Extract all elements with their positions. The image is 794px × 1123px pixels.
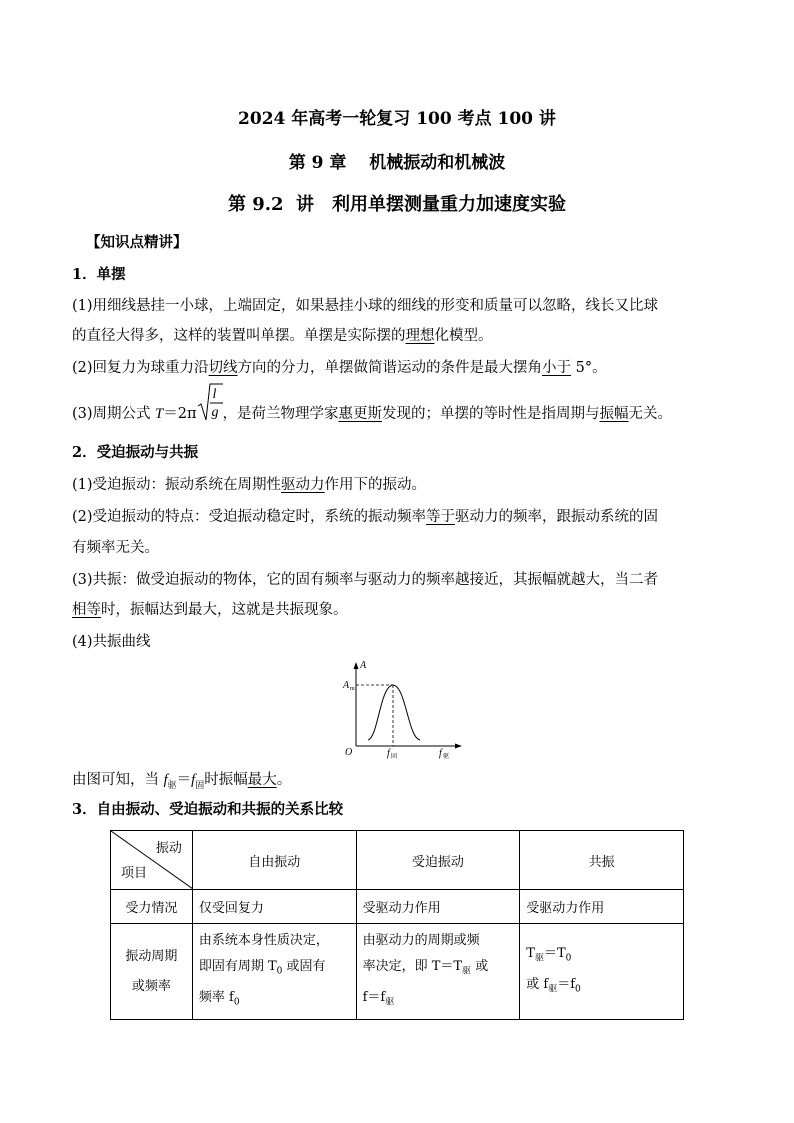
header-free: 自由振动 — [192, 831, 356, 890]
origin-label: O — [345, 747, 353, 758]
conc-eq: ＝ — [176, 772, 192, 788]
row2-label-b: 或频率 — [131, 978, 171, 994]
r2c2-c-text: f＝f — [362, 989, 386, 1005]
r2c3-b-sub: 驱 — [548, 984, 558, 995]
s1-p3-post: 无关。 — [628, 406, 672, 422]
s1-p1b-pre: 的直径大得多，这样的装置叫单摆。单摆是实际摆的 — [72, 328, 406, 344]
s2-p2a-post: 驱动力的频率，跟振动系统的固 — [455, 509, 659, 525]
term-less-than: 小于 — [542, 360, 572, 376]
r2c2-a: 由驱动力的周期或频 — [362, 933, 480, 948]
formula-g: g — [211, 405, 219, 420]
conc-post: 。 — [276, 772, 292, 788]
r2c3-a-sub: 驱 — [534, 953, 544, 964]
r2c1-c-sub: 0 — [233, 997, 240, 1008]
row2-resonance — [520, 924, 684, 1020]
row2-label — [111, 924, 193, 1020]
r2c3-b — [526, 972, 677, 1003]
s1-p2-mid: 方向的分力，单摆做简谐运动的条件是最大摆角 — [237, 360, 543, 376]
row1-resonance: 受驱动力作用 — [520, 890, 684, 924]
s1-p2-pre: (2)回复力为球重力沿 — [72, 360, 209, 376]
s2-p2a — [72, 507, 732, 527]
s2-p1 — [72, 475, 732, 495]
s2-p2b: 有频率无关。 — [72, 540, 159, 556]
s1-p3 — [72, 387, 732, 432]
table-header-row — [111, 831, 684, 890]
s1-p1a: (1)用细线悬挂一小球，上端固定，如果悬挂小球的细线的形变和质量可以忽略，线长又比球 — [72, 298, 659, 314]
y-arrow-icon — [354, 662, 359, 669]
conc-pre: 由图可知，当 — [72, 772, 164, 788]
r2c1-c-text: 频率 f — [198, 989, 234, 1005]
y-axis-label: A — [360, 660, 367, 671]
row1-forced: 受驱动力作用 — [356, 890, 520, 924]
term-driving-force: 驱动力 — [281, 477, 325, 493]
term-tangent: 切线 — [208, 360, 238, 376]
corner-top: 振动 — [155, 841, 182, 856]
r2c2-c — [363, 985, 514, 1016]
amax-label: A — [343, 680, 350, 691]
r2c3-a — [526, 941, 677, 972]
r2c2-c-sub: 驱 — [385, 997, 395, 1008]
formula-T: T — [155, 406, 164, 422]
r2c2-b — [363, 954, 514, 985]
header-forced: 受迫振动 — [356, 831, 520, 890]
conc-sub1: 驱 — [167, 780, 177, 791]
comparison-table — [110, 830, 684, 1020]
r2c2-b-sub: 驱 — [462, 966, 472, 977]
r2c3-b-text: 或 f — [526, 976, 549, 992]
term-max: 最大 — [247, 772, 277, 788]
term-amplitude: 振幅 — [599, 406, 629, 422]
r2c1-a: 由系统本身性质决定， — [198, 933, 329, 948]
sqrt-icon — [197, 382, 223, 422]
row2-label-a: 振动周期 — [125, 948, 178, 964]
amax-sub: m — [350, 686, 355, 692]
section-tag: 【知识点精讲】 — [86, 234, 188, 251]
formula-2pi: ＝2π — [163, 406, 197, 422]
table-row — [111, 924, 684, 1020]
s2-p3b-post: 时，振幅达到最大，这就是共振现象。 — [101, 602, 348, 618]
resonance-curve — [368, 685, 420, 740]
conc-sub2: 固 — [195, 780, 205, 791]
row1-free: 仅受回复力 — [192, 890, 356, 924]
f0-sub: 固 — [391, 754, 398, 760]
s1-p1b-post: 化模型。 — [434, 328, 493, 344]
s2-p4: (4)共振曲线 — [72, 634, 151, 650]
lecture-title: 第 9.2 讲 利用单摆测量重力加速度实验 — [227, 194, 567, 215]
r2c3-a-sub2: 0 — [565, 953, 572, 964]
formula-l: l — [212, 387, 217, 402]
s2-title: 2．受迫振动与共振 — [72, 444, 199, 461]
x-arrow-icon — [455, 744, 462, 749]
doc-title: 2024 年高考一轮复习 100 考点 100 讲 — [238, 109, 556, 129]
s2-p1-post: 作用下的振动。 — [324, 477, 427, 493]
r2c3-a-post: ＝T — [543, 946, 566, 961]
s2-p3a: (3)共振：做受迫振动的物体，它的固有频率与驱动力的频率越接近，其振幅就越大，当二者 — [72, 572, 659, 588]
s1-p1b — [72, 326, 732, 346]
s1-p3-mid: ，是荷兰物理学家 — [222, 406, 339, 422]
corner-bottom: 项目 — [121, 866, 148, 881]
f0-label: f — [387, 748, 390, 759]
s2-p2a-pre: (2)受迫振动的特点：受迫振动稳定时，系统的振动频率 — [72, 509, 427, 525]
r2c1-b-sub: 0 — [276, 966, 283, 977]
s2-p3b — [72, 600, 732, 620]
r2c3-b-post: ＝f — [557, 976, 576, 992]
s2-p1-pre: (1)受迫振动：振动系统在周期性 — [72, 477, 282, 493]
r2c3-b-sub2: 0 — [575, 984, 581, 995]
r2c1-b-text: 即固有周期 T — [198, 959, 277, 974]
row1-label: 受力情况 — [111, 890, 193, 924]
term-huygens: 惠更斯 — [338, 406, 382, 422]
corner-cell — [111, 831, 193, 890]
s3-title: 3．自由振动、受迫振动和共振的关系比较 — [72, 801, 344, 818]
conc-f2: f — [191, 772, 196, 788]
resonance-curve-graph — [338, 660, 478, 760]
term-same: 相等 — [72, 602, 101, 618]
s1-p3-mid2: 发现的；单摆的等时性是指周期与 — [382, 406, 600, 422]
conc-f1: f — [163, 772, 168, 788]
header-resonance: 共振 — [520, 831, 684, 890]
sqrt-formula — [197, 388, 223, 424]
r2c1-b-post: 或固有 — [282, 959, 326, 974]
graph-conclusion — [72, 770, 732, 796]
chapter-title: 第 9 章 机械振动和机械波 — [288, 153, 506, 173]
conc-mid: 时振幅 — [204, 772, 248, 788]
term-equal: 等于 — [426, 509, 456, 525]
s1-p2-post: 5°。 — [571, 360, 607, 376]
r2c2-b-post: 或 — [471, 959, 489, 974]
row2-free — [192, 924, 356, 1020]
r2c2-b-text: 率决定，即 T＝T — [362, 959, 463, 974]
term-ideal: 理想 — [405, 328, 435, 344]
x-axis-label: f — [439, 748, 442, 759]
s1-p2 — [72, 358, 732, 378]
x-sub: 驱 — [443, 754, 450, 760]
r2c3-a-text: T — [526, 946, 535, 961]
row2-forced — [356, 924, 520, 1020]
s1-title: 1．单摆 — [72, 266, 126, 283]
r2c1-b — [199, 954, 350, 985]
s1-p3-pre: (3)周期公式 — [72, 406, 156, 422]
r2c1-c — [199, 985, 350, 1016]
table-row — [111, 890, 684, 924]
